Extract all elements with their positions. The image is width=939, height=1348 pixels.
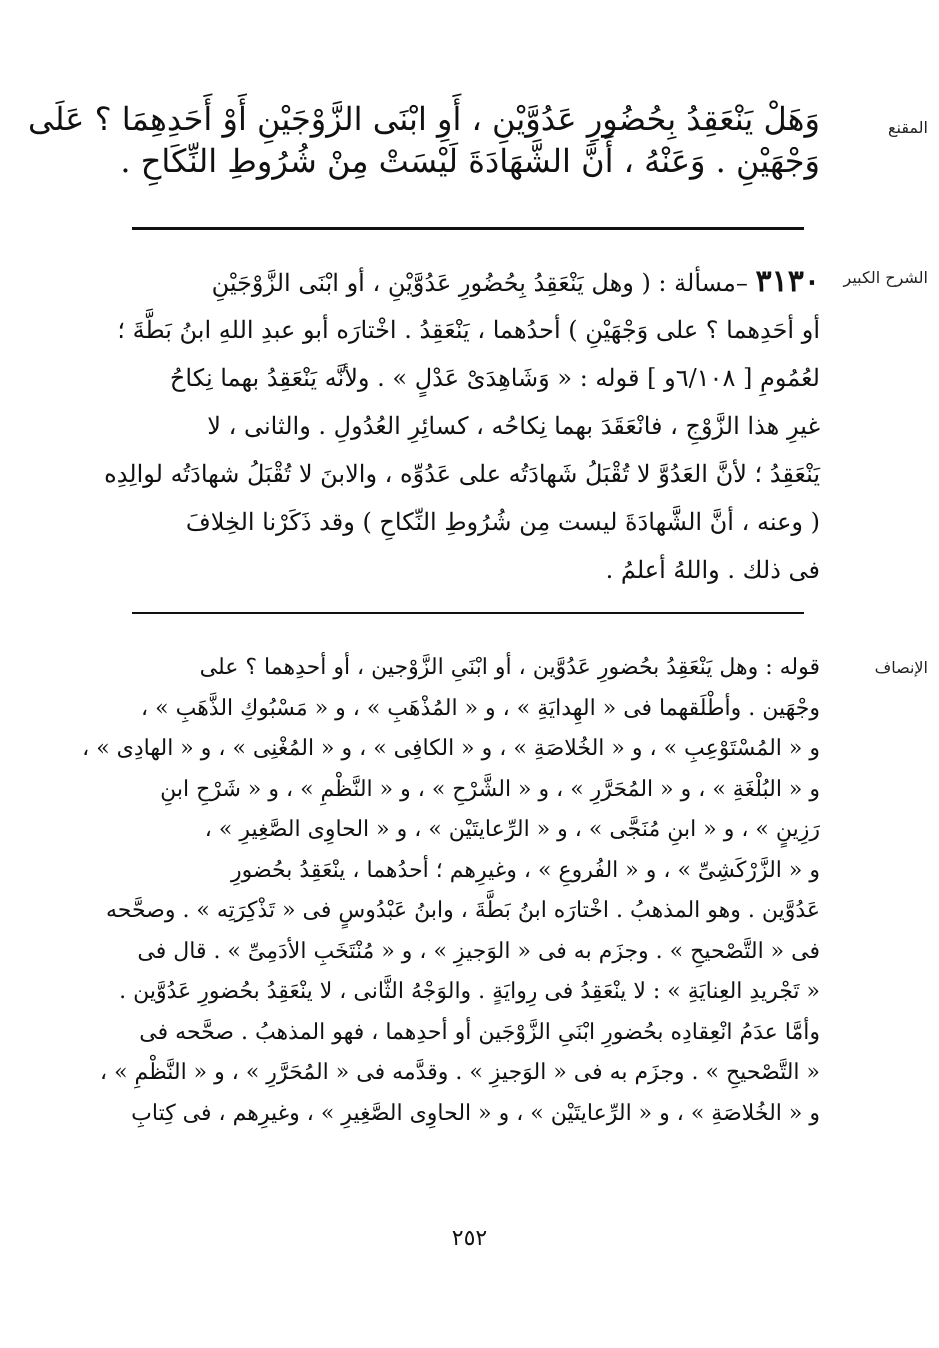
sharh-text-block (104, 258, 820, 594)
section-label-insaf: الإنصاف (874, 658, 928, 677)
sharh-line: فى ذلك . واللهُ أعلمُ . (605, 556, 820, 584)
sharh-line: ( وعنه ، أنَّ الشَّهادَةَ ليست مِن شُرُوطِ النِّكاحِ ) وقد ذَكَرْنا الخِلافَ (185, 508, 820, 536)
insaf-line: قوله : وهل يَنْعَقِدُ بحُضورِ عَدُوَّين ، أو ابْنَىِ الزَّوْجين ، أو أحدِهما ؟ على (199, 655, 820, 680)
insaf-line: رَزِينٍ » ، و « ابنِ مُنَجَّى » ، و « الرِّعايتَيْن » ، و « الحاوِى الصَّغِيرِ » ، (204, 817, 820, 842)
section-label-sharh: الشرح الكبير (843, 268, 928, 287)
sharh-first-line-text: –مسألة : ( وهل يَنْعَقِدُ بِحُضُورِ عَدُوَّيْنِ ، أو ابْنَى الزَّوْجَيْنِ (211, 269, 756, 297)
insaf-text-block (82, 648, 820, 1134)
insaf-line: وأمَّا عدَمُ انْعِقادِه بحُضورِ ابْنَىِ الزَّوْجَين أو أحدِهما ، فهو المذهبُ . صحَّحه فى (139, 1019, 820, 1045)
insaf-line: « التَّصْحيحِ » . وجزَم به فى « الوَجيزِ » . وقدَّمه فى « المُحَرَّرِ » ، و « النَّظْمِ » ، (100, 1060, 820, 1085)
section-divider (132, 612, 804, 614)
insaf-line: و « البُلْغَةِ » ، و « المُحَرَّرِ » ، و « الشَّرْحِ » ، و « النَّظْمِ » ، و « شَرْحِ ابنِ (160, 776, 820, 802)
muqni-text-block (28, 98, 820, 182)
insaf-line: « تَجْريدِ العِنايَةِ » : لا ينْعَقِدُ فى رِوايَةٍ . والوَجْهُ الثَّانى ، لا ينْعَقِدُ بحُضورِ عَدُوَّين . (119, 979, 820, 1004)
section-divider (132, 227, 804, 230)
insaf-line: عَدُوَّين . وهو المذهبُ . اخْتارَه ابنُ بَطَّةَ ، وابنُ عَبْدُوسٍ فى « تَذْكِرَتِه » . وصحَّحه (105, 898, 820, 923)
sharh-line: لعُمُومِ [ ٦/١٠٨و ] قوله : « وَشَاهِدَىْ عَدْلٍ » . ولأنَّه يَنْعَقِدُ بهما نِكاحُ (169, 364, 820, 392)
insaf-line: فى « التَّصْحيحِ » . وجزَم به فى « الوَجيزِ » ، و « مُنْتَخَبِ الأدَمِىِّ » . قال فى (137, 938, 820, 964)
issue-number: ٣١٣٠ (755, 264, 820, 299)
muqni-line: وَهَلْ يَنْعَقِدُ بِحُضُورِ عَدُوَّيْنِ ، أَوِ ابْنَى الزَّوْجَيْنِ أَوْ أَحَدِهِمَا ؟ عَلَى (28, 100, 820, 138)
insaf-line: و « الخُلاصَةِ » ، و « الرِّعايتَيْن » ، و « الحاوِى الصَّغِيرِ » ، وغيرِهم ، فى كِتابِ (131, 1100, 820, 1126)
sharh-line: يَنْعَقِدُ ؛ لأنَّ العَدُوَّ لا تُقْبَلُ شَهادَتُه على عَدُوِّه ، والابنَ لا تُقْبَلُ شهادَتُه لوالِدِه (104, 460, 820, 488)
insaf-line: و « المُسْتَوْعِبِ » ، و « الخُلاصَةِ » ، و « الكافِى » ، و « المُغْنِى » ، و « الهادِى » ، (82, 736, 820, 761)
sharh-line (120, 258, 820, 306)
insaf-line: وجْهَين . وأطْلَقهما فى « الهِدايَةِ » ، و « المُذْهَبِ » ، و « مَسْبُوكِ الذَّهَبِ » ، (141, 695, 820, 721)
muqni-line: وَجْهَيْنِ . وَعَنْهُ ، أَنَّ الشَّهَادَةَ لَيْسَتْ مِنْ شُرُوطِ النِّكَاحِ . (120, 142, 820, 180)
page-number: ٢٥٢ (451, 1226, 488, 1251)
insaf-line: و « الزَّرْكَشِىِّ » ، و « الفُروعِ » ، وغيرِهم ؛ أحدُهما ، ينْعَقِدُ بحُضورِ (230, 857, 820, 883)
section-label-muqni: المقنع (887, 118, 928, 137)
sharh-line: غيرِ هذا الزَّوْجِ ، فانْعَقَدَ بهما نِكاحُه ، كسائِرِ العُدُولِ . والثانى ، لا (207, 412, 820, 440)
sharh-line: أو أحَدِهما ؟ على وَجْهَيْنِ ) أحدُهما ، يَنْعَقِدُ . اخْتارَه أبو عبدِ اللهِ ابنُ بَطَّةَ ؛ (117, 316, 820, 344)
